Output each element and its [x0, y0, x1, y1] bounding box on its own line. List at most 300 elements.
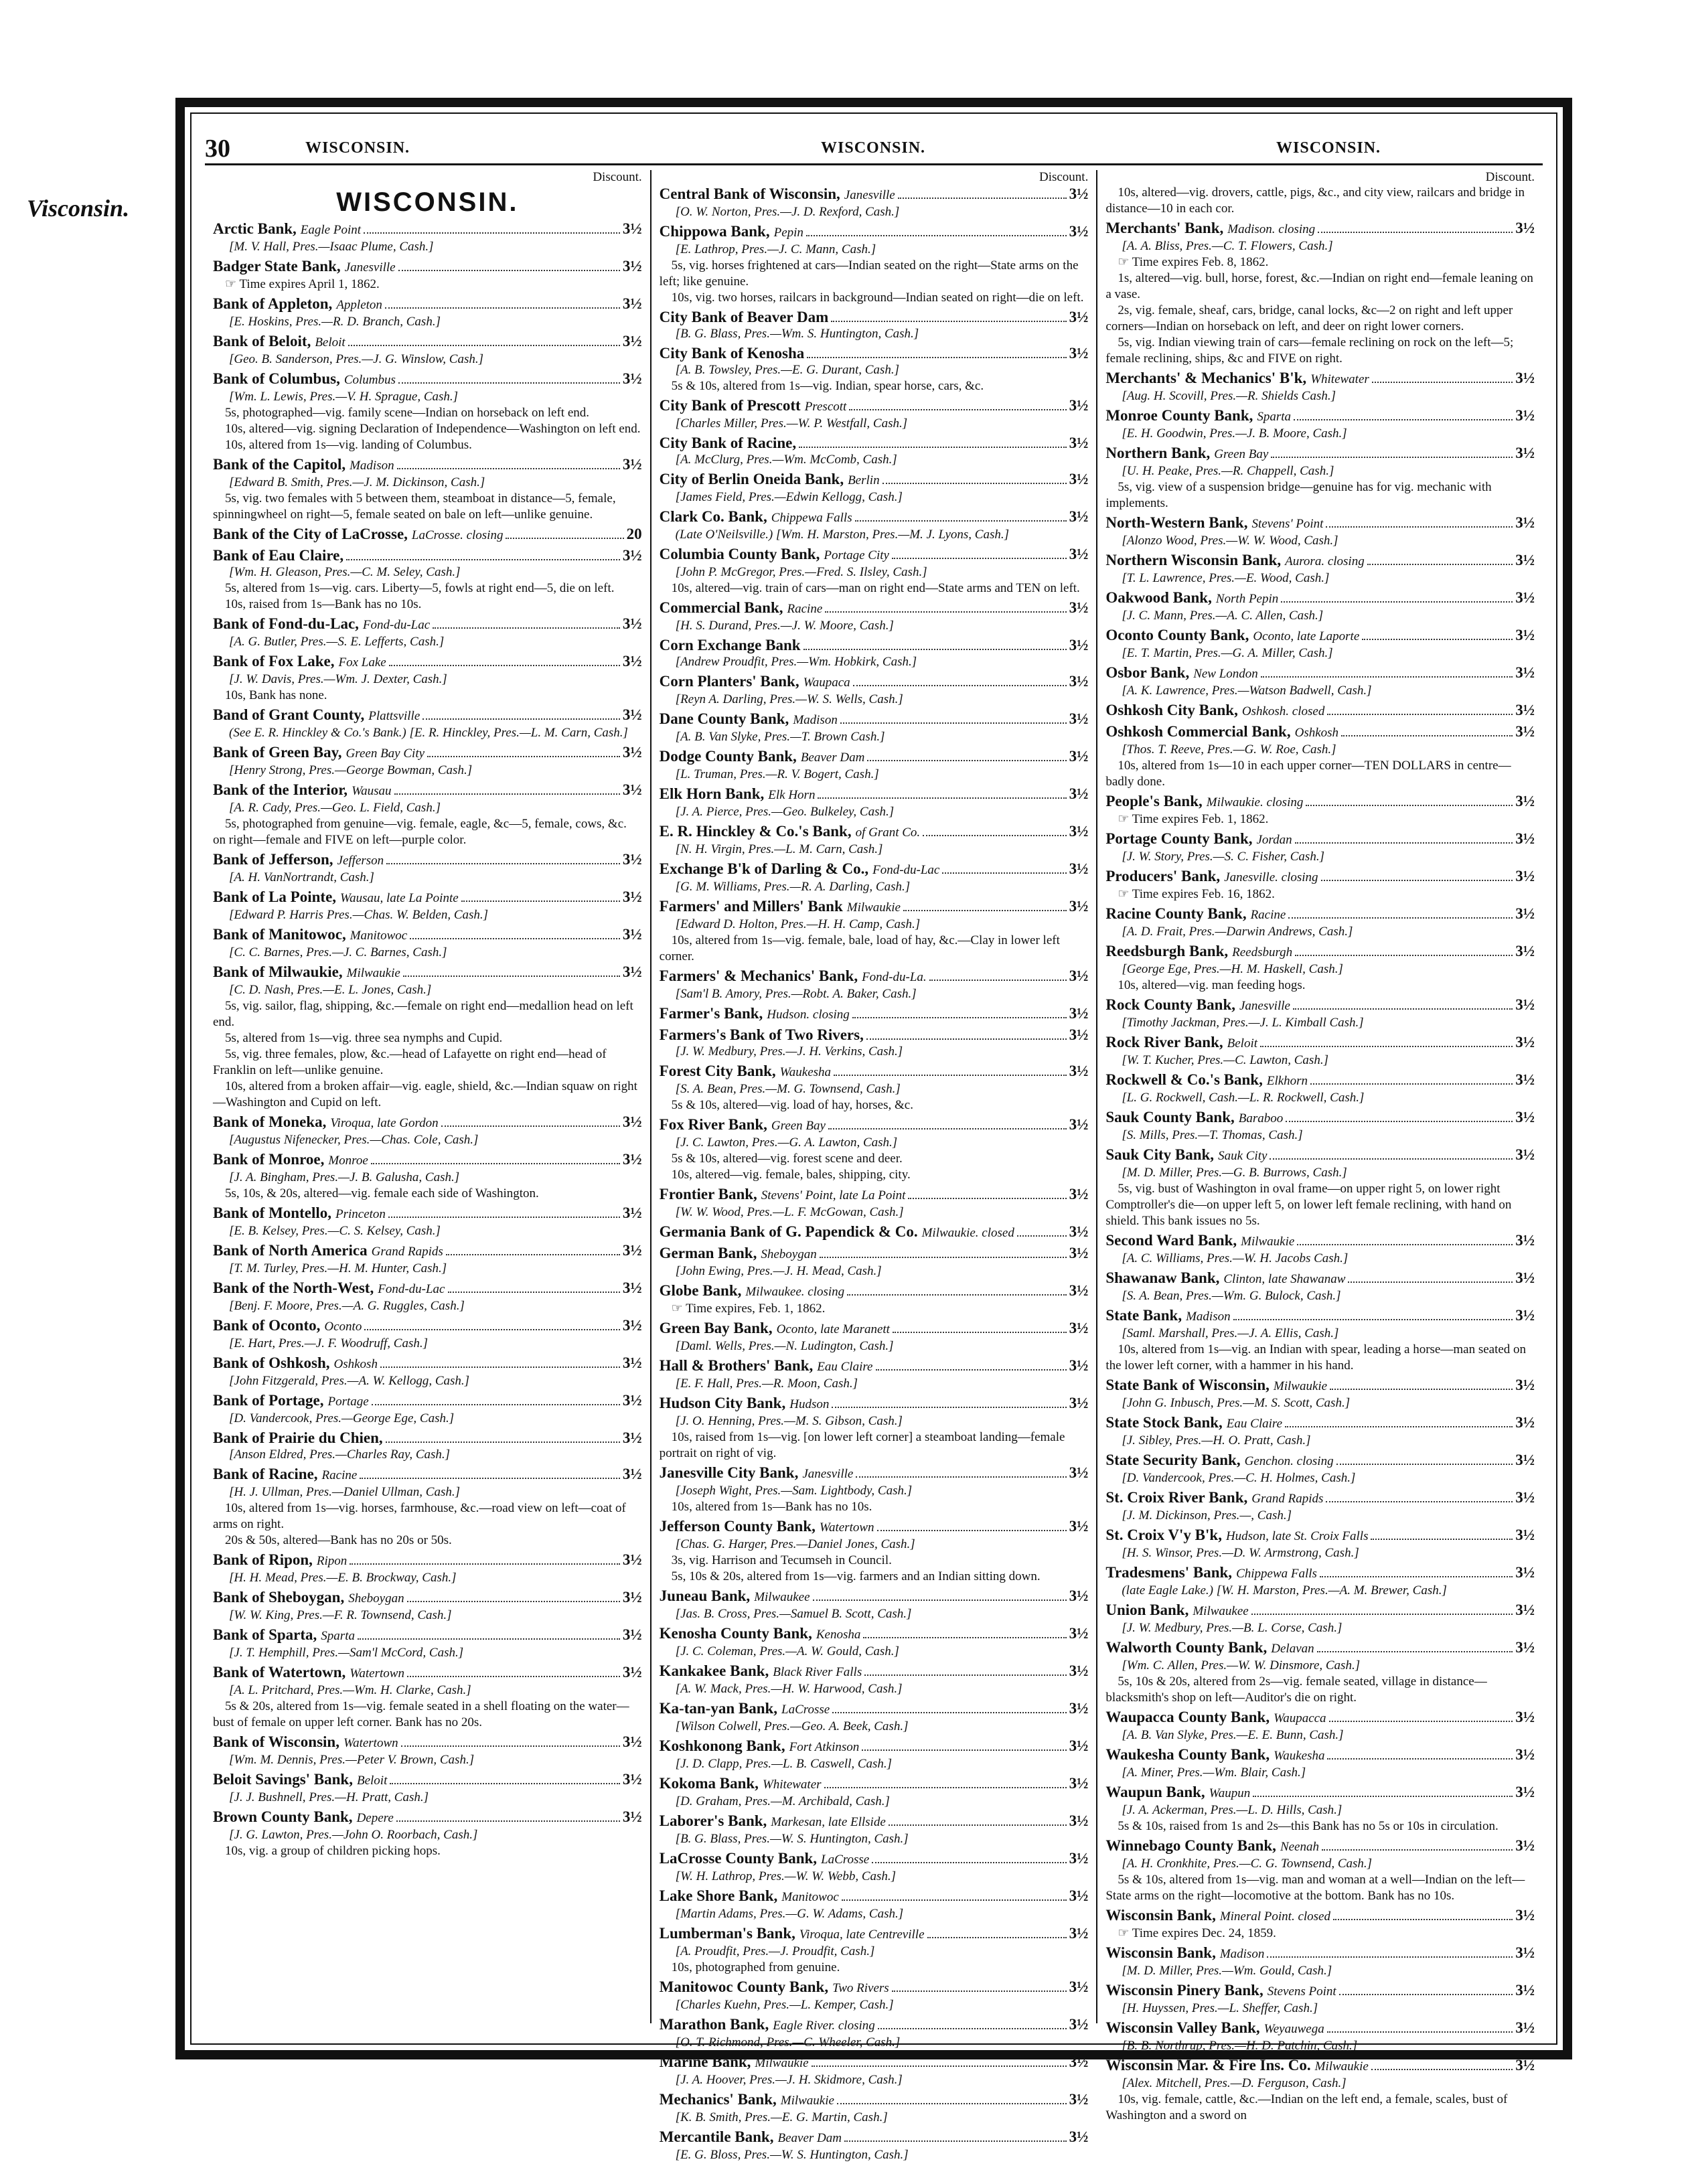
- discount-rate: 3½: [1515, 1944, 1535, 1961]
- bank-location: Janesville: [844, 188, 895, 202]
- bank-name: Frontier Bank,: [659, 1186, 757, 1202]
- bank-line: [660, 508, 1089, 527]
- discount-rate: 3½: [1515, 702, 1535, 718]
- bank-location: Sauk City: [1218, 1149, 1268, 1163]
- bank-location: Plattsville: [368, 709, 420, 723]
- bank-name: City Bank of Beaver Dam: [659, 309, 829, 325]
- bank-location: Fond-du-Lac: [378, 1282, 445, 1296]
- bank-name: Farmers' and Millers' Bank: [659, 898, 843, 915]
- bank-line: [213, 1733, 642, 1752]
- bank-entry: [660, 545, 1089, 597]
- bank-officers: [E. H. Goodwin, Pres.—J. B. Moore, Cash.]: [1122, 426, 1347, 441]
- leader-dots: [1341, 735, 1513, 736]
- bank-entry: [660, 1978, 1089, 2013]
- leader-dots: [820, 1257, 1067, 1258]
- bank-name: Bank of the North-West,: [213, 1279, 374, 1296]
- leader-dots: [1285, 1426, 1513, 1427]
- bank-officers: (See E. R. Hinckley & Co.'s Bank.) [E. R. Hinckley, Pres.—L. M. Carn, Cash.]: [229, 726, 628, 740]
- bank-entry: [213, 1465, 642, 1549]
- discount-rate: 3½: [1515, 1564, 1535, 1581]
- bank-name: Bank of Ripon,: [213, 1551, 313, 1568]
- bank-entry: [213, 615, 642, 650]
- bank-location: Appleton: [336, 298, 382, 312]
- leader-dots: [403, 976, 620, 977]
- counterfeit-note: 5s, vig. bust of Washington in oval frame—on upper right 5, on lower right Comptroller's die—on upper left 5, on lower left female reclining, with hand on shield. This bank issues no 5s.: [1105, 1182, 1512, 1228]
- bank-name: Oshkosh Commercial Bank,: [1105, 723, 1291, 740]
- bank-location: Oconto: [324, 1320, 362, 1334]
- bank-name: Farmers's Bank of Two Rivers,: [659, 1026, 864, 1043]
- bank-officers: [A. B. Van Slyke, Pres.—T. Brown Cash.]: [675, 730, 885, 744]
- bank-location: Beloit: [356, 1774, 388, 1788]
- bank-line: [660, 1319, 1089, 1338]
- bank-name: Bank of Prairie du Chien,: [213, 1429, 383, 1446]
- discount-rate: 3½: [1069, 1464, 1089, 1481]
- page-frame: [175, 98, 1572, 2162]
- bank-location: Eau Claire: [817, 1360, 873, 1374]
- bank-name: Marine Bank,: [659, 2053, 751, 2070]
- bank-officers: [A. G. Butler, Pres.—S. E. Lefferts, Cash.]: [229, 635, 445, 649]
- bank-name: Wisconsin Valley Bank,: [1105, 2019, 1260, 2036]
- bank-name: German Bank,: [659, 1245, 757, 1261]
- discount-rate: 3½: [1515, 1034, 1535, 1050]
- discount-rate: 3½: [1069, 1063, 1089, 1079]
- leader-dots: [433, 627, 620, 629]
- leader-dots: [1327, 1758, 1513, 1760]
- leader-dots: [1253, 1796, 1513, 1797]
- bank-line: [660, 1026, 1089, 1044]
- bank-line: [1105, 1306, 1535, 1326]
- bank-entry: [213, 220, 642, 255]
- bank-line: [1105, 1563, 1535, 1583]
- bank-entry: [213, 781, 642, 848]
- bank-entry: [213, 1663, 642, 1731]
- bank-line: [660, 2090, 1089, 2110]
- bank-officers: [W. H. Lathrop, Pres.—W. W. Webb, Cash.]: [675, 1869, 897, 1883]
- bank-location: Baraboo: [1238, 1111, 1284, 1125]
- bank-name: Bank of Sparta,: [213, 1626, 317, 1643]
- bank-officers: [G. M. Williams, Pres.—R. A. Darling, Cash.]: [675, 880, 911, 894]
- bank-name: Lake Shore Bank,: [659, 1887, 778, 1904]
- bank-line: [660, 1774, 1089, 1794]
- bank-entry: [660, 1115, 1089, 1183]
- discount-rate: 3½: [1515, 552, 1535, 568]
- bank-entry: [213, 1113, 642, 1148]
- bank-entry: [213, 1391, 642, 1427]
- counterfeit-note: 10s, altered from 1s—vig. an Indian with spear, leading a horse—man seated on the lower left corner, with a hammer in his hand.: [1105, 1342, 1527, 1373]
- bank-location: Racine: [1250, 908, 1286, 922]
- bank-line: [660, 1812, 1089, 1831]
- bank-name: City Bank of Racine,: [659, 435, 797, 451]
- bank-entry: [1105, 1488, 1535, 1524]
- bank-name: Bank of Watertown,: [213, 1664, 346, 1681]
- bank-entry: [213, 455, 642, 523]
- bank-name: Bank of the Capitol,: [213, 456, 346, 473]
- bank-location: Racine: [787, 602, 823, 616]
- bank-entry: [660, 1812, 1089, 1847]
- bank-entry: [660, 185, 1089, 220]
- bank-name: Columbia County Bank,: [659, 546, 820, 562]
- bank-location: Waupaca: [803, 676, 850, 690]
- counterfeit-note: 5s, vig. horses frightened at cars—Indian seated on the right—State arms on the left; like genuine.: [659, 258, 1079, 289]
- leader-dots: [847, 1294, 1066, 1296]
- bank-line: [213, 546, 642, 564]
- bank-location: Milwaukee: [1193, 1604, 1249, 1618]
- discount-rate: 3½: [622, 653, 642, 670]
- bank-name: Elk Horn Bank,: [659, 785, 765, 802]
- entries-column-3: [1105, 185, 1535, 2124]
- bank-entry: [213, 1279, 642, 1314]
- leader-dots: [446, 1254, 620, 1255]
- entries-column-2: [660, 185, 1089, 2163]
- bank-line: [213, 1279, 642, 1298]
- bank-location: Jordan: [1256, 833, 1292, 847]
- bank-officers: [Henry Strong, Pres.—George Bowman, Cash.]: [229, 763, 473, 777]
- discount-rate: 3½: [622, 258, 642, 275]
- bank-name: Bank of Sheboygan,: [213, 1589, 345, 1606]
- bank-line: [1105, 1638, 1535, 1658]
- bank-line: [660, 860, 1089, 879]
- bank-officers: [C. D. Nash, Pres.—E. L. Jones, Cash.]: [229, 983, 432, 997]
- bank-officers: [A. L. Pritchard, Pres.—Wm. H. Clarke, Cash.]: [229, 1683, 471, 1697]
- leader-dots: [803, 649, 1067, 650]
- bank-line: [213, 1150, 642, 1170]
- bank-officers: [A. McClurg, Pres.—Wm. McComb, Cash.]: [675, 453, 897, 467]
- bank-officers: [S. A. Bean, Pres.—M. G. Townsend, Cash.]: [675, 1082, 901, 1096]
- bank-officers: [James Field, Pres.—Edwin Kellogg, Cash.]: [675, 490, 903, 504]
- bank-entry: [660, 1849, 1089, 1885]
- bank-line: [660, 396, 1089, 416]
- bank-line: [1105, 1783, 1535, 1802]
- leader-dots: [824, 1787, 1067, 1788]
- leader-dots: [1348, 1281, 1513, 1283]
- discount-rate: 3½: [622, 1626, 642, 1643]
- bank-name: Clark Co. Bank,: [659, 508, 767, 525]
- leader-dots: [1306, 805, 1513, 806]
- bank-officers: [D. Vandercook, Pres.—C. H. Holmes, Cash.]: [1122, 1471, 1356, 1485]
- bank-entry: [660, 710, 1089, 745]
- bank-line: [1105, 1944, 1535, 1963]
- bank-entry: [213, 925, 642, 961]
- bank-officers: [A. D. Frait, Pres.—Darwin Andrews, Cash.]: [1122, 925, 1353, 939]
- counterfeit-note: 5s, altered from 1s—vig. cars. Liberty—5, fowls at right end—5, die on left.: [225, 581, 615, 595]
- bank-line: [1105, 406, 1535, 426]
- bank-officers: [Charles Kuehn, Pres.—L. Kemper, Cash.]: [675, 1998, 894, 2012]
- bank-officers: [John Fitzgerald, Pres.—A. W. Kellogg, Cash.]: [229, 1374, 470, 1388]
- leader-dots: [1267, 1956, 1513, 1958]
- bank-location: Waukesha: [1274, 1749, 1325, 1763]
- bank-name: Badger State Bank,: [213, 258, 341, 275]
- bank-entry: [213, 706, 642, 741]
- counterfeit-note: 10s, photographed from genuine.: [671, 1960, 840, 1974]
- bank-entry: [1105, 406, 1535, 442]
- discount-rate: 3½: [1069, 435, 1089, 451]
- bank-location: Eagle River. closing: [773, 2019, 875, 2033]
- leader-dots: [892, 558, 1067, 559]
- discount-rate: 3½: [1515, 627, 1535, 643]
- bank-line: [660, 1587, 1089, 1606]
- bank-entry: [1105, 2019, 1535, 2054]
- bank-line: [213, 257, 642, 277]
- bank-officers: [John Ewing, Pres.—J. H. Mead, Cash.]: [675, 1264, 882, 1278]
- bank-entry: [1105, 1563, 1535, 1599]
- leader-dots: [371, 1163, 620, 1164]
- bank-line: [213, 1626, 642, 1645]
- bank-line: [1105, 1413, 1535, 1433]
- discount-rate: 3½: [1069, 397, 1089, 414]
- bank-officers: [B. G. Blass, Pres.—W. S. Huntington, Cash.]: [675, 1832, 909, 1846]
- bank-line: [213, 1663, 642, 1683]
- bank-line: [660, 545, 1089, 564]
- bank-officers: [Wm. H. Gleason, Pres.—C. M. Seley, Cash.]: [229, 565, 461, 579]
- bank-entry: [213, 850, 642, 886]
- leader-dots: [397, 468, 620, 469]
- bank-location: Sheboygan: [348, 1591, 404, 1606]
- leader-dots: [1310, 1083, 1513, 1085]
- bank-entry: [660, 1062, 1089, 1113]
- bank-entry: [660, 434, 1089, 468]
- discount-rate: 3½: [1515, 1489, 1535, 1506]
- bank-line: [1105, 905, 1535, 924]
- bank-name: Bank of Racine,: [213, 1466, 318, 1482]
- bank-name: Osbor Bank,: [1105, 664, 1190, 681]
- bank-name: Bank of Appleton,: [213, 295, 333, 312]
- bank-officers: [Edward D. Holton, Pres.—H. H. Camp, Cash.]: [675, 917, 921, 931]
- leader-dots: [828, 1128, 1067, 1129]
- bank-entry: [660, 1026, 1089, 1060]
- bank-location: Wausau: [352, 784, 392, 798]
- bank-location: Ripon: [316, 1554, 348, 1568]
- discount-rate: 3½: [622, 220, 642, 237]
- bank-entry: [213, 1588, 642, 1624]
- leader-dots: [834, 1075, 1067, 1076]
- bank-entry: [660, 1319, 1089, 1354]
- bank-name: Dodge County Bank,: [659, 748, 797, 765]
- discount-rate: 3½: [622, 295, 642, 312]
- bank-location: North Pepin: [1215, 592, 1279, 606]
- bank-entry: [213, 546, 642, 613]
- bank-name: Portage County Bank,: [1105, 830, 1253, 847]
- bank-officers: [Daml. Wells, Pres.—N. Ludington, Cash.]: [675, 1339, 894, 1353]
- bank-officers: [O. W. Norton, Pres.—J. D. Rexford, Cash.]: [675, 205, 900, 219]
- leader-dots: [855, 520, 1067, 522]
- bank-line: [1105, 1526, 1535, 1545]
- bank-name: State Bank of Wisconsin,: [1105, 1377, 1270, 1393]
- discount-rate: 3½: [1069, 898, 1089, 915]
- bank-line: [660, 599, 1089, 618]
- discount-rate: 3½: [622, 1771, 642, 1788]
- counterfeit-note: 10s, altered—vig. drovers, cattle, pigs, &c., and city view, railcars and bridge in distance—10 in each cor.: [1105, 185, 1525, 216]
- bank-name: Farmer's Bank,: [659, 1005, 763, 1022]
- bank-officers: [Benj. F. Moore, Pres.—A. G. Ruggles, Cash.]: [229, 1299, 465, 1313]
- bank-line: [660, 1699, 1089, 1719]
- bank-line: [1105, 1269, 1535, 1288]
- bank-line: [213, 888, 642, 907]
- bank-entry: [1105, 514, 1535, 549]
- discount-rate: 3½: [622, 963, 642, 980]
- discount-rate: 3½: [1515, 905, 1535, 922]
- bank-entry: [1105, 1269, 1535, 1304]
- discount-rate: 3½: [1069, 1026, 1089, 1043]
- bank-officers: [A. W. Mack, Pres.—H. W. Harwood, Cash.]: [675, 1682, 903, 1696]
- bank-entry: [660, 967, 1089, 1002]
- bank-location: Manitowoc: [350, 929, 408, 943]
- bank-name: Rockwell & Co.'s Bank,: [1105, 1071, 1263, 1088]
- bank-entry: [660, 308, 1089, 342]
- leader-dots: [506, 538, 623, 539]
- bank-line: [660, 1356, 1089, 1376]
- counterfeit-note: 5s, vig. sailor, flag, shipping, &c.—female on right end—medallion head on left end.: [213, 999, 633, 1029]
- bank-location: Pepin: [773, 226, 803, 240]
- bank-location: Milwaukie: [1241, 1235, 1295, 1249]
- bank-name: Koshkonong Bank,: [659, 1737, 785, 1754]
- bank-officers: [J. W. Medbury, Pres.—J. H. Verkins, Cash.]: [675, 1044, 903, 1059]
- bank-officers: [Wm. M. Dennis, Pres.—Peter V. Brown, Cash.]: [229, 1753, 475, 1767]
- bank-location: Racine: [321, 1468, 358, 1482]
- bank-name: Oconto County Bank,: [1105, 627, 1249, 643]
- bank-entry: [213, 1429, 642, 1463]
- bank-name: Waukesha County Bank,: [1105, 1746, 1270, 1763]
- bank-line: [1105, 1981, 1535, 2001]
- bank-location: Oshkosh. closed: [1241, 704, 1325, 718]
- counterfeit-note: 5s, 10s, & 20s, altered—vig. female each side of Washington.: [225, 1186, 539, 1200]
- discount-rate: 3½: [622, 1242, 642, 1259]
- bank-entry: [1105, 701, 1535, 720]
- counterfeit-note: 5s, photographed from genuine—vig. female, eagle, &c—5, female, cows, &c. on right—female and FIVE on left—purple color.: [213, 817, 627, 847]
- bank-location: Madison: [350, 459, 394, 473]
- discount-rate: 3½: [1069, 223, 1089, 240]
- bank-line: [1105, 1146, 1535, 1165]
- bank-entry: [660, 2053, 1089, 2088]
- bank-line: [660, 897, 1089, 917]
- bank-entry: [660, 2128, 1089, 2163]
- leader-dots: [1326, 526, 1513, 528]
- bank-location: Green Bay: [1214, 447, 1269, 461]
- bank-entry: [660, 2015, 1089, 2051]
- discount-rate: 3½: [1069, 637, 1089, 653]
- discount-rate: 3½: [622, 1279, 642, 1296]
- discount-rate: 3½: [622, 1466, 642, 1482]
- discount-rate: 3½: [1069, 1775, 1089, 1792]
- column-1: [205, 170, 650, 2023]
- leader-dots: [1326, 1501, 1513, 1502]
- bank-officers: [T. M. Turley, Pres.—H. M. Hunter, Cash.]: [229, 1261, 447, 1275]
- bank-location: Janesville. closing: [1224, 870, 1318, 884]
- bank-location: Sparta: [321, 1629, 355, 1643]
- leader-dots: [1295, 842, 1513, 844]
- discount-rate: 3½: [1515, 445, 1535, 461]
- bank-officers: [A. C. Williams, Pres.—W. H. Jacobs Cash.]: [1122, 1251, 1349, 1265]
- counterfeit-note: 5s & 10s, altered from 1s—vig. man and woman at a well—Indian on the left—State arms on the right—locomotive at the bottom. Bank has no 10s.: [1105, 1873, 1525, 1903]
- leader-dots: [448, 1292, 620, 1293]
- bank-location: LaCrosse. closing: [411, 528, 504, 542]
- discount-rate: 3½: [1069, 1245, 1089, 1261]
- bank-location: Delavan: [1271, 1642, 1314, 1656]
- discount-rate: 3½: [622, 781, 642, 798]
- leader-dots: [1321, 880, 1513, 881]
- state-title: WISCONSIN.: [336, 187, 519, 217]
- discount-rate: 3½: [1515, 1709, 1535, 1725]
- bank-name: Marathon Bank,: [659, 2016, 769, 2033]
- bank-location: Depere: [356, 1811, 394, 1825]
- counterfeit-note: ☞ Time expires Feb. 16, 1862.: [1118, 887, 1275, 901]
- bank-officers: [C. C. Barnes, Pres.—J. C. Barnes, Cash.]: [229, 945, 447, 959]
- discount-rate: 3½: [1515, 407, 1535, 424]
- bank-name: Kenosha County Bank,: [659, 1625, 812, 1642]
- bank-name: Sauk County Bank,: [1105, 1109, 1235, 1125]
- discount-rate: 3½: [1515, 1071, 1535, 1088]
- bank-line: [660, 1464, 1089, 1483]
- bank-line: [213, 1588, 642, 1608]
- bank-officers: [T. L. Lawrence, Pres.—E. Wood, Cash.]: [1122, 571, 1330, 585]
- discount-rate: 3½: [622, 706, 642, 723]
- bank-name: Fox River Bank,: [659, 1116, 767, 1133]
- bank-name: Tradesmens' Bank,: [1105, 1564, 1233, 1581]
- bank-line: [213, 1429, 642, 1447]
- bank-officers: [Joseph Wight, Pres.—Sam. Lightbody, Cash.]: [675, 1484, 913, 1498]
- bank-location: New London: [1193, 667, 1258, 681]
- bank-officers: [John P. McGregor, Pres.—Fred. S. Ilsley, Cash.]: [675, 565, 927, 579]
- discount-rate: 3½: [1069, 1625, 1089, 1642]
- bank-line: [1105, 369, 1535, 388]
- discount-rate: 3½: [1069, 1116, 1089, 1133]
- bank-line: [213, 332, 642, 352]
- counterfeit-note: 10s, altered—vig. female, bales, shipping, city.: [671, 1168, 911, 1182]
- bank-officers: (Late O'Neilsville.) [Wm. H. Marston, Pres.—M. J. Lyons, Cash.]: [675, 528, 1010, 542]
- counterfeit-note: 20s & 50s, altered—Bank has no 20s or 50s.: [225, 1533, 452, 1547]
- bank-officers: [Andrew Proudfit, Pres.—Wm. Hobkirk, Cash.]: [675, 655, 917, 669]
- leader-dots: [840, 722, 1067, 724]
- discount-rate: 3½: [1069, 1186, 1089, 1202]
- discount-rate: 3½: [622, 1392, 642, 1409]
- bank-location: Hudson, late St. Croix Falls: [1225, 1529, 1369, 1543]
- bank-name: Racine County Bank,: [1105, 905, 1247, 922]
- bank-location: Stevens' Point, late La Point: [761, 1188, 906, 1202]
- bank-location: Watertown: [819, 1520, 874, 1535]
- leader-dots: [1327, 714, 1513, 715]
- bank-entry: [213, 525, 642, 544]
- leader-dots: [385, 307, 620, 309]
- discount-rate: 3½: [1515, 1837, 1535, 1854]
- bank-line: [660, 434, 1089, 452]
- bank-officers: [Alex. Mitchell, Pres.—D. Ferguson, Cash.]: [1122, 2076, 1347, 2090]
- counterfeit-note: 5s, vig. view of a suspension bridge—genuine has for vig. mechanic with implements.: [1105, 480, 1492, 510]
- discount-rate: 3½: [622, 1733, 642, 1750]
- leader-dots: [1295, 955, 1513, 956]
- bank-line: [213, 455, 642, 475]
- counterfeit-note: 5s & 20s, altered from 1s—vig. female seated in a shell floating on the water—bust of female on upper left corner. Bank has no 20s.: [213, 1699, 629, 1729]
- bank-officers: [Saml. Marshall, Pres.—J. A. Ellis, Cash.]: [1122, 1326, 1339, 1340]
- bank-entry: [1105, 1944, 1535, 1979]
- bank-entry: [660, 860, 1089, 895]
- bank-officers: [A. H. Cronkhite, Pres.—C. G. Townsend, Cash.]: [1122, 1857, 1373, 1871]
- bank-location: Chippewa Falls: [771, 511, 852, 525]
- bank-name: Corn Planters' Bank,: [659, 673, 799, 690]
- bank-line: [1105, 1071, 1535, 1090]
- bank-line: [213, 1391, 642, 1411]
- bank-name: Globe Bank,: [659, 1282, 742, 1299]
- bank-line: [1105, 1108, 1535, 1127]
- bank-entry: [1105, 1906, 1535, 1942]
- bank-line: [1105, 1745, 1535, 1765]
- discount-heading: Discount.: [1039, 170, 1089, 184]
- counterfeit-note: 5s, vig. Indian viewing train of cars—female reclining on rock on the left—5; female reclining, ships, &c and FIVE on right.: [1105, 335, 1514, 366]
- bank-entry: [660, 672, 1089, 708]
- bank-location: Oconto, late Maranett: [776, 1322, 890, 1336]
- counterfeit-note: 10s, altered from 1s—vig. horses, farmhouse, &c.—road view on left—coat of arms on right.: [213, 1501, 626, 1531]
- bank-name: Walworth County Bank,: [1105, 1639, 1268, 1656]
- bank-line: [1105, 1451, 1535, 1470]
- discount-rate: 3½: [1069, 1357, 1089, 1374]
